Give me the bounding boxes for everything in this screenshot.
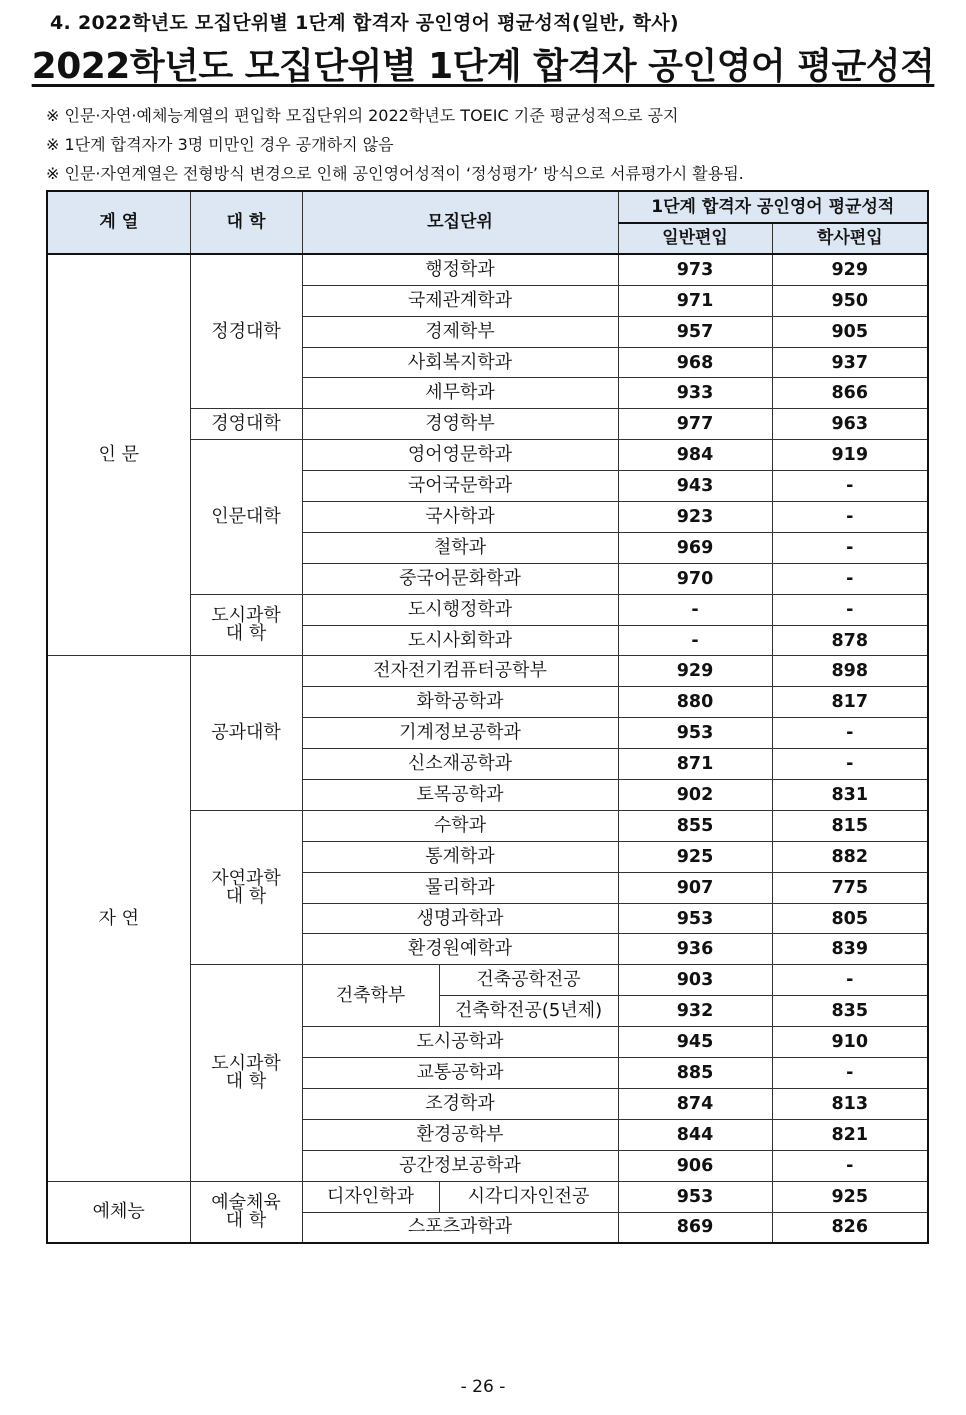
bachelor-score: 937 — [772, 347, 928, 378]
header-college: 대 학 — [190, 191, 302, 254]
general-score: - — [618, 625, 772, 656]
college-cell: 경영대학 — [190, 409, 302, 440]
general-score: 906 — [618, 1150, 772, 1181]
bachelor-score: 905 — [772, 316, 928, 347]
dept-cell: 디자인학과 — [302, 1181, 439, 1212]
general-score: 925 — [618, 841, 772, 872]
unit-cell: 통계학과 — [302, 841, 618, 872]
note-item: ※ 인문·자연·예체능계열의 편입학 모집단위의 2022학년도 TOEIC 기준 평균성적으로 공지 — [46, 106, 679, 125]
bachelor-score: - — [772, 749, 928, 780]
unit-cell: 행정학과 — [302, 254, 618, 285]
bachelor-score: 775 — [772, 872, 928, 903]
college-line: 도시과학 — [211, 1052, 281, 1074]
college-cell: 정경대학 — [190, 254, 302, 409]
bachelor-score: 831 — [772, 780, 928, 811]
general-score: 971 — [618, 285, 772, 316]
general-score: 970 — [618, 563, 772, 594]
general-score: 923 — [618, 502, 772, 533]
page-title — [0, 38, 966, 89]
notes — [46, 101, 744, 188]
unit-cell: 환경공학부 — [302, 1119, 618, 1150]
unit-cell: 건축학전공(5년제) — [439, 996, 618, 1027]
bachelor-score: 826 — [772, 1212, 928, 1243]
college-line: 대 학 — [225, 623, 267, 645]
bachelor-score: 898 — [772, 656, 928, 687]
college-line: 도시과학 — [211, 605, 281, 627]
college-line: 예술체육 — [211, 1192, 281, 1213]
bachelor-score: 929 — [772, 254, 928, 285]
unit-cell: 시각디자인전공 — [439, 1181, 618, 1212]
unit-cell: 화학공학과 — [302, 687, 618, 718]
general-score: 880 — [618, 687, 772, 718]
bachelor-score: 963 — [772, 409, 928, 440]
unit-cell: 영어영문학과 — [302, 440, 618, 471]
general-score: 953 — [618, 903, 772, 934]
header-general: 일반편입 — [618, 223, 772, 254]
unit-cell: 조경학과 — [302, 1088, 618, 1119]
bachelor-score: 839 — [772, 934, 928, 965]
page-title-text: 2022학년도 모집단위별 1단계 합격자 공인영어 평균성적 — [31, 46, 935, 87]
bachelor-score: - — [772, 502, 928, 533]
bachelor-score: - — [772, 718, 928, 749]
unit-cell: 철학과 — [302, 532, 618, 563]
bachelor-score: 878 — [772, 625, 928, 656]
general-score: 984 — [618, 440, 772, 471]
unit-cell: 생명과학과 — [302, 903, 618, 934]
dept-cell: 건축학부 — [302, 965, 439, 1027]
unit-cell: 수학과 — [302, 810, 618, 841]
general-score: 943 — [618, 471, 772, 502]
general-score: 957 — [618, 316, 772, 347]
unit-cell: 도시공학과 — [302, 1027, 618, 1058]
unit-cell: 물리학과 — [302, 872, 618, 903]
field-cell: 자 연 — [47, 656, 190, 1181]
unit-cell: 토목공학과 — [302, 780, 618, 811]
general-score: 953 — [618, 718, 772, 749]
general-score: 885 — [618, 1058, 772, 1089]
bachelor-score: 805 — [772, 903, 928, 934]
score-table — [46, 190, 929, 1244]
unit-cell: 경제학부 — [302, 316, 618, 347]
page-number: - 26 - — [460, 1377, 506, 1397]
general-score: 945 — [618, 1027, 772, 1058]
general-score: 844 — [618, 1119, 772, 1150]
college-cell — [190, 810, 302, 964]
college-cell: 인문대학 — [190, 440, 302, 594]
general-score: 855 — [618, 810, 772, 841]
bachelor-score: 866 — [772, 378, 928, 409]
unit-cell: 교통공학과 — [302, 1058, 618, 1089]
college-line: 자연과학 — [211, 867, 281, 889]
bachelor-score: 882 — [772, 841, 928, 872]
general-score: 907 — [618, 872, 772, 903]
unit-cell: 중국어문화학과 — [302, 563, 618, 594]
unit-cell: 국사학과 — [302, 502, 618, 533]
general-score: 977 — [618, 409, 772, 440]
unit-cell: 공간정보공학과 — [302, 1150, 618, 1181]
bachelor-score: - — [772, 965, 928, 996]
header-unit: 모집단위 — [302, 191, 618, 254]
general-score: 874 — [618, 1088, 772, 1119]
unit-cell: 세무학과 — [302, 378, 618, 409]
unit-cell: 스포츠과학과 — [302, 1212, 618, 1243]
college-cell — [190, 1181, 302, 1243]
unit-cell: 신소재공학과 — [302, 749, 618, 780]
college-line: 대 학 — [225, 885, 267, 907]
unit-cell: 사회복지학과 — [302, 347, 618, 378]
college-cell: 공과대학 — [190, 656, 302, 810]
bachelor-score: 950 — [772, 285, 928, 316]
bachelor-score: 910 — [772, 1027, 928, 1058]
college-line: 대 학 — [225, 1070, 267, 1092]
bachelor-score: - — [772, 471, 928, 502]
unit-cell: 도시행정학과 — [302, 594, 618, 625]
general-score: 929 — [618, 656, 772, 687]
note-item: ※ 1단계 합격자가 3명 미만인 경우 공개하지 않음 — [46, 135, 394, 154]
unit-cell: 기계정보공학과 — [302, 718, 618, 749]
bachelor-score: 813 — [772, 1088, 928, 1119]
header-bachelor: 학사편입 — [772, 223, 928, 254]
unit-cell: 국어국문학과 — [302, 471, 618, 502]
bachelor-score: 821 — [772, 1119, 928, 1150]
section-heading: 4. 2022학년도 모집단위별 1단계 합격자 공인영어 평균성적(일반, 학사) — [50, 12, 679, 34]
note-item: ※ 인문·자연계열은 전형방식 변경으로 인해 공인영어성적이 ‘정성평가’ 방식으로 서류평가시 활용됨. — [46, 164, 744, 183]
bachelor-score: - — [772, 1150, 928, 1181]
bachelor-score: 925 — [772, 1181, 928, 1212]
bachelor-score: 835 — [772, 996, 928, 1027]
bachelor-score: 919 — [772, 440, 928, 471]
college-cell — [190, 594, 302, 656]
bachelor-score: 815 — [772, 810, 928, 841]
general-score: 871 — [618, 749, 772, 780]
general-score: 953 — [618, 1181, 772, 1212]
general-score: 969 — [618, 532, 772, 563]
header-score-group: 1단계 합격자 공인영어 평균성적 — [618, 191, 928, 223]
table-row — [47, 1181, 928, 1212]
bachelor-score: - — [772, 594, 928, 625]
bachelor-score: - — [772, 1058, 928, 1089]
unit-cell: 전자전기컴퓨터공학부 — [302, 656, 618, 687]
general-score: 936 — [618, 934, 772, 965]
college-cell — [190, 965, 302, 1181]
header-field: 계 열 — [47, 191, 190, 254]
college-line: 대 학 — [225, 1210, 267, 1231]
unit-cell: 건축공학전공 — [439, 965, 618, 996]
bachelor-score: - — [772, 532, 928, 563]
unit-cell: 국제관계학과 — [302, 285, 618, 316]
general-score: 933 — [618, 378, 772, 409]
table-row — [47, 254, 928, 285]
general-score: 932 — [618, 996, 772, 1027]
general-score: 973 — [618, 254, 772, 285]
bachelor-score: - — [772, 563, 928, 594]
unit-cell: 환경원예학과 — [302, 934, 618, 965]
general-score: 968 — [618, 347, 772, 378]
general-score: 902 — [618, 780, 772, 811]
table-row — [47, 656, 928, 687]
field-cell: 인 문 — [47, 254, 190, 656]
unit-cell: 경영학부 — [302, 409, 618, 440]
unit-cell: 도시사회학과 — [302, 625, 618, 656]
general-score: 869 — [618, 1212, 772, 1243]
general-score: 903 — [618, 965, 772, 996]
field-cell: 예체능 — [47, 1181, 190, 1243]
general-score: - — [618, 594, 772, 625]
bachelor-score: 817 — [772, 687, 928, 718]
